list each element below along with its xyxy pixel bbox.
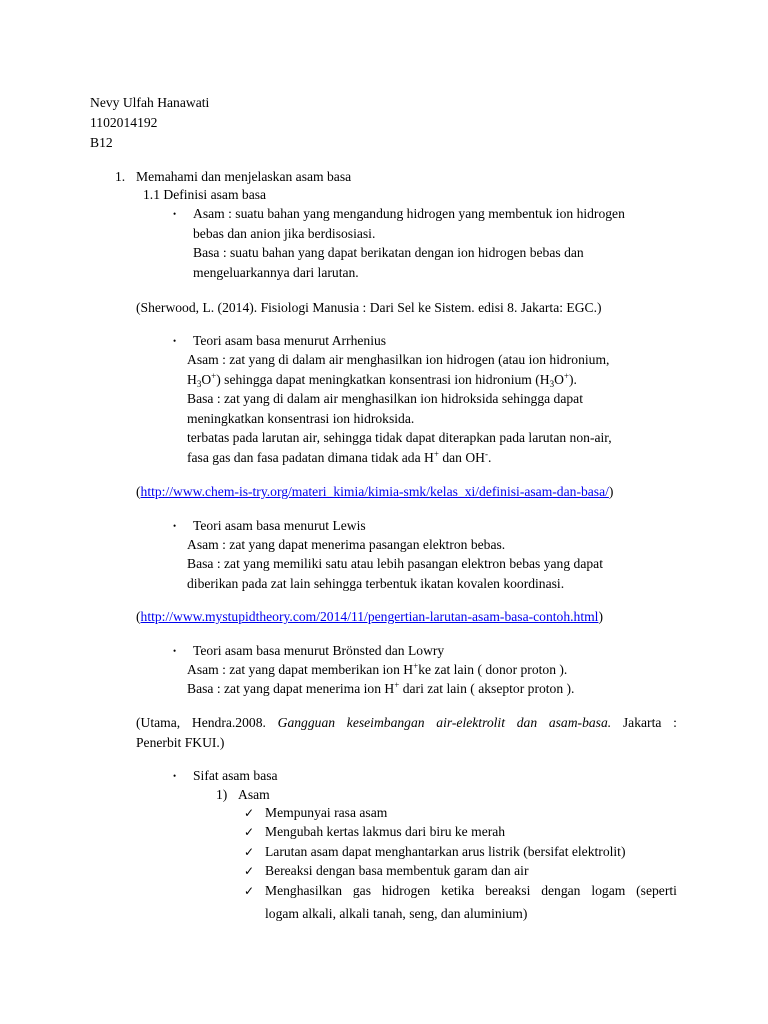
sifat-check-5-line2: logam alkali, alkali tanah, seng, dan aluminium) [265,906,528,921]
bronsted-title: Teori asam basa menurut Brönsted dan Lowry [193,643,445,658]
reference-link[interactable]: http://www.chem-is-try.org/materi_kimia/kimia-smk/kelas_xi/definisi-asam-dan-basa/ [140,484,609,499]
arrhenius-asam-line2: $H_3O^+$) sehingga dapat meningkatkan konsentrasi ion hidronium $(H_3O^+)$. [187,371,577,389]
section-number: 1. [115,169,126,184]
bronsted-basa: Basa : zat yang dapat menerima ion H+ dari zat lain ( akseptor proton ). [187,680,575,696]
definition-basa-line2: mengeluarkannya dari larutan. [193,265,359,280]
author-name: Nevy Ulfah Hanawati [90,95,210,110]
arrhenius-limit-line2: fasa gas dan fasa padatan dimana tidak ada H+ dan OH-. [187,449,492,465]
arrhenius-asam-line1: Asam : zat yang di dalam air menghasilkan ion hidrogen (atau ion hidronium, [187,352,610,367]
group-code: B12 [90,135,113,150]
bullet-icon: • [173,646,177,656]
bullet-icon: • [173,771,177,781]
reference-link[interactable]: http://www.mystupidtheory.com/2014/11/pengertian-larutan-asam-basa-contoh.html [140,609,599,624]
sifat-item-number: 1) [216,787,228,802]
checkmark-icon: ✓ [244,864,255,878]
reference-mystupidtheory: (http://www.mystupidtheory.com/2014/11/pengertian-larutan-asam-basa-contoh.html) [136,609,603,624]
lewis-basa-line2: diberikan pada zat lain sehingga terbentuk ikatan kovalen koordinasi. [187,576,565,591]
definition-asam-line1: Asam : suatu bahan yang mengandung hidrogen yang membentuk ion hidrogen [193,206,625,221]
bullet-icon: • [173,336,177,346]
sifat-item-label: Asam [238,787,270,802]
arrhenius-limit-line1: terbatas pada larutan air, sehingga tidak dapat diterapkan pada larutan non-air, [187,430,612,445]
lewis-asam: Asam : zat yang dapat menerima pasangan elektron bebas. [187,537,506,552]
bullet-icon: • [173,521,177,531]
student-id: 1102014192 [90,115,158,130]
sifat-check-3: Larutan asam dapat menghantarkan arus listrik (bersifat elektrolit) [265,844,626,859]
reference-utama-line1: (Utama, Hendra.2008. Gangguan keseimbangan air-elektrolit dan asam-basa. Jakarta : [136,715,677,730]
reference-utama-line2: Penerbit FKUI.) [136,735,225,750]
lewis-basa-line1: Basa : zat yang memiliki satu atau lebih pasangan elektron bebas yang dapat [187,556,603,571]
checkmark-icon: ✓ [244,806,255,820]
bullet-icon: • [173,209,177,219]
sifat-title: Sifat asam basa [193,768,278,783]
checkmark-icon: ✓ [244,825,255,839]
sifat-check-1: Mempunyai rasa asam [265,805,388,820]
arrhenius-title: Teori asam basa menurut Arrhenius [193,333,387,348]
definition-basa-line1: Basa : suatu bahan yang dapat berikatan dengan ion hidrogen bebas dan [193,245,584,260]
reference-chem-is-try: (http://www.chem-is-try.org/materi_kimia/kimia-smk/kelas_xi/definisi-asam-dan-basa/) [136,484,614,499]
definition-asam-line2: bebas dan anion jika berdisosiasi. [193,226,376,241]
lewis-title: Teori asam basa menurut Lewis [193,518,366,533]
section-title: Memahami dan menjelaskan asam basa [136,169,352,184]
subsection-title: 1.1 Definisi asam basa [143,187,267,202]
sifat-check-5-line1: Menghasilkan gas hidrogen ketika bereaksi dengan logam (seperti [265,883,677,898]
arrhenius-basa-line1: Basa : zat yang di dalam air menghasilkan ion hidroksida sehingga dapat [187,391,583,406]
sifat-check-2: Mengubah kertas lakmus dari biru ke merah [265,824,506,839]
sifat-check-4: Bereaksi dengan basa membentuk garam dan air [265,863,529,878]
arrhenius-basa-line2: meningkatkan konsentrasi ion hidroksida. [187,411,415,426]
checkmark-icon: ✓ [244,845,255,859]
reference-sherwood: (Sherwood, L. (2014). Fisiologi Manusia : Dari Sel ke Sistem. edisi 8. Jakarta: EGC.) [136,300,602,315]
checkmark-icon: ✓ [244,884,255,898]
bronsted-asam: Asam : zat yang dapat memberikan ion H+ke zat lain ( donor proton ). [187,661,568,677]
